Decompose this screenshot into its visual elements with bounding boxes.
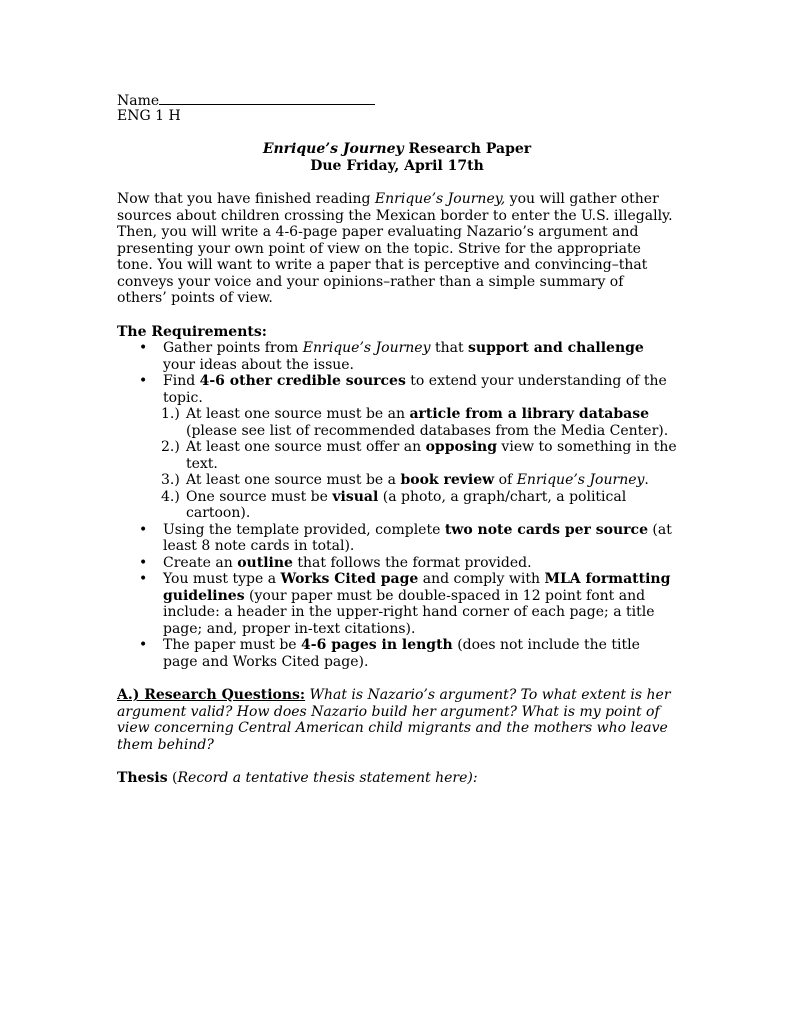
thesis-prompt bbox=[117, 770, 677, 787]
research-questions-text: What is Nazario’s argument? To what extent is her argument valid? How does Nazario build her argument? What is my point of view concerning Central American child migrants and the mothers who leave them behind? bbox=[117, 687, 671, 753]
text: At least one source must be an bbox=[186, 406, 410, 422]
title-line bbox=[117, 141, 677, 158]
emphasis: book review bbox=[400, 472, 495, 488]
list-item bbox=[117, 522, 677, 555]
research-questions bbox=[117, 687, 677, 753]
text: One source must be bbox=[186, 488, 333, 505]
bullet-icon: • bbox=[139, 340, 148, 356]
bullet-icon: • bbox=[139, 571, 148, 587]
sublist-item bbox=[163, 472, 677, 489]
name-blank-field[interactable] bbox=[159, 91, 375, 105]
intro-text-1: Now that you have finished reading bbox=[117, 191, 375, 207]
thesis-label: Thesis bbox=[117, 770, 168, 786]
intro-text-2: you will gather other sources about children crossing the Mexican border to enter the U.S. illegally. Then, you will write a 4-6-page paper evaluating Nazario’s argument and presenting your own point of view on the topic. Strive for the appropriate tone. You will want to write a paper that is perceptive and convincing–that conveys your voice and your opinions–rather than a simple summary of others’ points of view. bbox=[117, 191, 673, 306]
list-item bbox=[117, 571, 677, 637]
sublist-item bbox=[163, 439, 677, 472]
text: (a photo, a graph/chart, a political cartoon). bbox=[186, 488, 627, 521]
list-item bbox=[117, 373, 677, 522]
text: (does not include the title page and Works Cited page). bbox=[163, 637, 640, 670]
emphasis: 4-6 other credible sources bbox=[199, 373, 406, 389]
text: . bbox=[644, 472, 649, 488]
text: Gather points from bbox=[163, 340, 303, 356]
text: At least one source must be a bbox=[186, 472, 401, 488]
course-line: ENG 1 H bbox=[117, 107, 181, 124]
emphasis: article from a library database bbox=[409, 406, 649, 422]
book-title: Enrique’s Journey bbox=[302, 340, 431, 356]
list-item bbox=[117, 637, 677, 670]
due-date: Due Friday, April 17th bbox=[310, 157, 484, 174]
text: Find bbox=[163, 373, 200, 389]
text: your ideas about the issue. bbox=[163, 356, 355, 373]
requirements-heading: The Requirements: bbox=[117, 323, 267, 340]
text: Using the template provided, complete bbox=[163, 521, 445, 538]
item-number: 3.) bbox=[161, 472, 180, 488]
emphasis: Works Cited page bbox=[280, 571, 419, 587]
emphasis: support and challenge bbox=[468, 340, 644, 356]
text: of bbox=[494, 472, 517, 488]
text: view to something in the text. bbox=[186, 439, 677, 472]
text: (your paper must be double-spaced in 12 point font and include: a header in the upper-right hand corner of each page; a title page; and, proper in-text citations). bbox=[163, 587, 655, 637]
text: You must type a bbox=[163, 571, 281, 587]
title-rest: Research Paper bbox=[403, 141, 532, 157]
emphasis: outline bbox=[237, 554, 293, 571]
book-title: Enrique’s Journey bbox=[516, 472, 645, 488]
thesis-instruction: Record a tentative thesis statement here): bbox=[177, 770, 478, 786]
title-book: Enrique’s Journey bbox=[262, 141, 404, 157]
emphasis: opposing bbox=[425, 439, 497, 455]
name-label: Name bbox=[117, 93, 160, 109]
item-number: 4.) bbox=[161, 488, 180, 505]
page-title bbox=[117, 141, 677, 174]
thesis-open: ( bbox=[167, 770, 178, 786]
text: that follows the format provided. bbox=[292, 554, 532, 571]
intro-paragraph bbox=[117, 191, 677, 307]
requirements-list bbox=[117, 340, 677, 670]
text: and comply with bbox=[418, 571, 545, 587]
emphasis: MLA formatting guidelines bbox=[163, 571, 671, 604]
emphasis: 4-6 pages in length bbox=[301, 637, 453, 653]
sublist-item bbox=[163, 406, 677, 439]
bullet-icon: • bbox=[139, 521, 148, 538]
bullet-icon: • bbox=[139, 554, 148, 571]
name-line bbox=[117, 91, 677, 108]
sources-sublist bbox=[163, 406, 677, 522]
document-page bbox=[117, 91, 677, 787]
text: (please see list of recommended databases from the Media Center). bbox=[186, 422, 669, 439]
text: At least one source must offer an bbox=[186, 439, 426, 455]
emphasis: visual bbox=[332, 488, 379, 505]
emphasis: two note cards per source bbox=[444, 521, 648, 538]
sublist-item bbox=[163, 489, 677, 522]
item-number: 2.) bbox=[161, 439, 180, 455]
text: that bbox=[430, 340, 469, 356]
list-item bbox=[117, 340, 677, 373]
text: The paper must be bbox=[163, 637, 302, 653]
text: to extend your understanding of the topic. bbox=[163, 373, 667, 406]
text: (at least 8 note cards in total). bbox=[163, 521, 672, 554]
intro-book-title: Enrique’s Journey, bbox=[374, 191, 506, 207]
item-number: 1.) bbox=[161, 406, 180, 422]
bullet-icon: • bbox=[139, 637, 148, 653]
bullet-icon: • bbox=[139, 373, 148, 389]
list-item bbox=[117, 555, 677, 572]
research-questions-label: A.) Research Questions: bbox=[117, 687, 306, 703]
text: Create an bbox=[163, 554, 238, 571]
